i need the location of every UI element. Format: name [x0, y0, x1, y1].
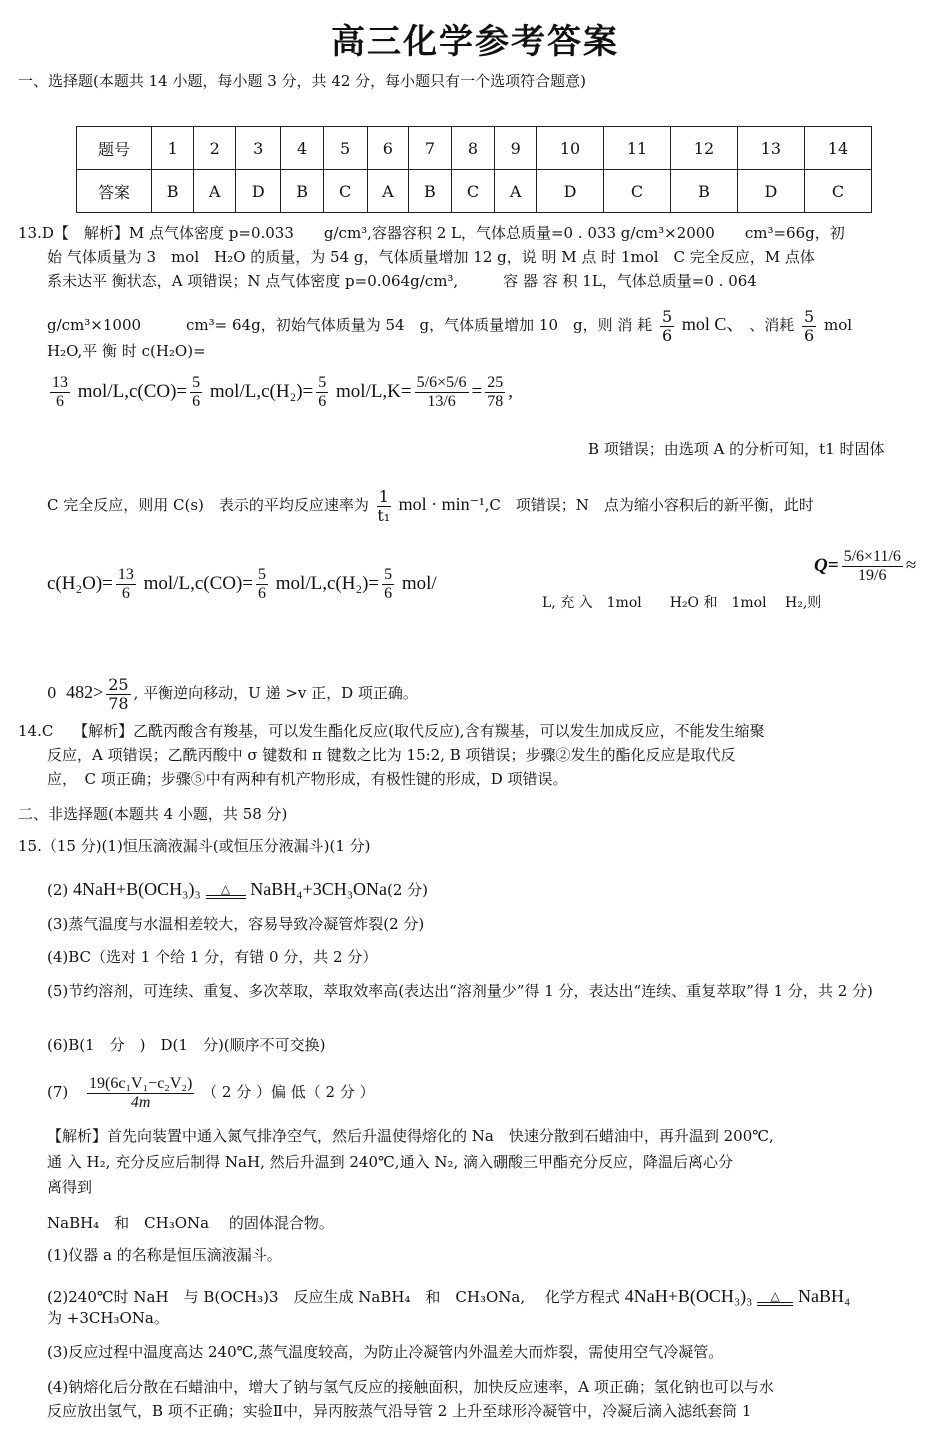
q13-line-7: C 完全反应，则用 C(s) 表示的平均反应速率为 $\frac{1}{\text{t₁}}$ mol · min⁻¹,C 项错误；N 点为缩小容积后的新平衡，此时 — [47, 486, 814, 525]
page-title: 高三化学参考答案 — [331, 22, 619, 62]
table-cell: C — [804, 170, 871, 213]
table-row-answers — [77, 170, 872, 213]
table-row-numbers — [77, 127, 872, 170]
q13-line-4: g/cm³×1000 cm³= 64g，初始气体质量为 54 g，气体质量增加 10 g，则 消 耗 $\frac{5}{6}$ mol C、 、消耗 $\frac{5}{6}$ mol — [47, 306, 853, 345]
table-cell: 4 — [281, 127, 323, 170]
table-cell: C — [604, 170, 671, 213]
table-cell: B — [152, 170, 194, 213]
q13-line-9: 0 482> $\frac{25}{78}$ , 平衡逆向移动，U 递 >v 正，D 项正确。 — [47, 674, 418, 713]
table-cell: 11 — [604, 127, 671, 170]
table-cell: C — [451, 170, 495, 213]
analysis-line-2: 通 入 H₂, 充分反应后制得 NaH, 然后升温到 240℃,通入 N₂, 滴入硼酸三甲酯充分反应，降温后离心分 — [47, 1153, 734, 1171]
q14-line-1: 14.C 【解析】乙酰丙酸含有羧基，可以发生酯化反应(取代反应),含有羰基，可以发生加成反应，不能发生缩聚 — [18, 722, 765, 740]
analysis-line-6: (2)240℃时 NaH 与 B(OCH₃)3 反应生成 NaBH₄ 和 CH₃ONa, 化学方程式 4NaH+B(OCH₃)₃ △ NaBH₄ — [47, 1286, 851, 1306]
table-cell: A — [495, 170, 537, 213]
q15-line-5: (5)节约溶剂，可连续、重复、多次萃取，萃取效率高(表达出“溶剂量少”得 1 分，表达出“连续、重复萃取”得 1 分，共 2 分) — [47, 982, 873, 1000]
table-cell: C — [323, 170, 367, 213]
q15-line-7: (7) $\frac{\text{19(6c₁V₁−c₂V₂)}}{4m}$ （ 2 分 ）偏 低（ 2 分 ） — [47, 1074, 375, 1111]
table-cell: B — [409, 170, 451, 213]
q13-line-1: 13.D【 解析】M 点气体密度 p=0.033 g/cm³,容器容积 2 L，气体总质量=0 . 033 g/cm³×2000 cm³=66g，初 — [18, 224, 845, 242]
table-row-label: 题号 — [77, 127, 152, 170]
answer-table — [76, 126, 872, 213]
section-1-heading: 一、选择题(本题共 14 小题，每小题 3 分，共 42 分，每小题只有一个选项符合题意) — [18, 72, 587, 90]
table-cell: D — [537, 170, 604, 213]
table-cell: 2 — [194, 127, 236, 170]
reaction-arrow: △ — [757, 1290, 793, 1306]
analysis-line-3: 离得到 — [47, 1178, 93, 1196]
table-cell: 3 — [236, 127, 281, 170]
table-cell: 10 — [537, 127, 604, 170]
table-cell: A — [194, 170, 236, 213]
q15-line-1: 15.（15 分)(1)恒压滴液漏斗(或恒压分液漏斗)(1 分) — [18, 837, 371, 855]
reaction-arrow: △ — [206, 883, 246, 899]
analysis-line-5: (1)仪器 a 的名称是恒压滴液漏斗。 — [47, 1246, 282, 1264]
q13-line-6: B 项错误；由选项 A 的分析可知，t1 时固体 — [588, 440, 885, 458]
fraction: $\frac{5}{6}$ — [661, 306, 673, 345]
q13-line-4-text: g/cm³×1000 cm³= 64g，初始气体质量为 54 g，气体质量增加 10 g，则 消 耗 — [47, 316, 653, 334]
table-cell: 5 — [323, 127, 367, 170]
analysis-line-10: 反应放出氢气，B 项不正确；实验Ⅱ中，异丙胺蒸气沿导管 2 上升至球形冷凝管中，冷凝后滴入滤纸套筒 1 — [47, 1402, 752, 1420]
table-cell: 13 — [737, 127, 804, 170]
table-cell: 1 — [152, 127, 194, 170]
q13-line-8: L, 充 入 1mol H₂O 和 1mol H₂,则 — [542, 595, 822, 611]
q13-line-2: 始 气体质量为 3 mol H₂O 的质量，为 54 g，气体质量增加 12 g，说 明 M 点 时 1mol C 完全反应，M 点体 — [47, 248, 815, 266]
analysis-line-4: NaBH₄ 和 CH₃ONa 的固体混合物。 — [47, 1214, 334, 1232]
fraction: $\frac{5}{6}$ — [804, 306, 815, 345]
q15-line-2: (2) 4NaH+B(OCH₃)₃ △ NaBH₄+3CH₃ONa(2 分) — [47, 879, 428, 899]
q14-line-3: 应， C 项正确；步骤⑤中有两种有机产物形成，有极性键的形成，D 项错误。 — [47, 770, 568, 788]
equilibrium-equation-2: c(H₂O)= $\frac{13}{6}$ mol/L,c(CO)= $\frac{5}{6}$ mol/L,c(H₂)= $\frac{5}{6}$ mol/ — [47, 566, 437, 602]
q14-line-2: 反应，A 项错误；乙酰丙酸中 σ 键数和 π 键数之比为 15:2, B 项错误；步骤②发生的酯化反应是取代反 — [47, 746, 736, 764]
equilibrium-equation-1: $\frac{13}{6}$ mol/L,c(CO)= $\frac{5}{6}$ mol/L,c(H₂)= $\frac{5}{6}$ mol/L,K= $\frac{5/6\times 5/6}{13/6}$ = $\frac{25}{78}$ , — [52, 374, 514, 410]
table-cell: B — [281, 170, 323, 213]
analysis-line-7: 为 +3CH₃ONa。 — [47, 1309, 169, 1327]
reaction-quotient: Q= $\frac{5/6\times 11/6}{19/6}$ ≈ — [814, 548, 917, 584]
table-cell: 7 — [409, 127, 451, 170]
section-2-heading: 二、非选择题(本题共 4 小题，共 58 分) — [18, 805, 288, 823]
table-row-label: 答案 — [77, 170, 152, 213]
analysis-line-8: (3)反应过程中温度高达 240℃,蒸气温度较高，为防止冷凝管内外温差大而炸裂，需使用空气冷凝管。 — [47, 1343, 724, 1361]
table-cell: A — [367, 170, 409, 213]
table-cell: 12 — [670, 127, 737, 170]
q13-line-5: H₂O,平 衡 时 c(H₂O)= — [47, 342, 206, 360]
table-cell: D — [737, 170, 804, 213]
table-cell: 8 — [451, 127, 495, 170]
table-cell: 6 — [367, 127, 409, 170]
q15-line-6: (6)B(1 分 ) D(1 分)(顺序不可交换) — [47, 1036, 326, 1054]
analysis-line-1: 【解析】首先向装置中通入氮气排净空气，然后升温使得熔化的 Na 快速分散到石蜡油中，再升温到 200℃, — [47, 1127, 774, 1145]
q13-line-3: 系未达平 衡状态，A 项错误；N 点气体密度 p=0.064g/cm³, 容 器 容 积 1L，气体总质量=0 . 064 — [47, 272, 757, 290]
table-cell: B — [670, 170, 737, 213]
q15-line-4: (4)BC（选对 1 个给 1 分，有错 0 分，共 2 分） — [47, 948, 378, 966]
table-cell: D — [236, 170, 281, 213]
q15-line-3: (3)蒸气温度与水温相差较大，容易导致冷凝管炸裂(2 分) — [47, 915, 425, 933]
analysis-line-9: (4)钠熔化后分散在石蜡油中，增大了钠与氢气反应的接触面积，加快反应速率，A 项正确；氢化钠也可以与水 — [47, 1378, 774, 1396]
table-cell: 9 — [495, 127, 537, 170]
table-cell: 14 — [804, 127, 871, 170]
